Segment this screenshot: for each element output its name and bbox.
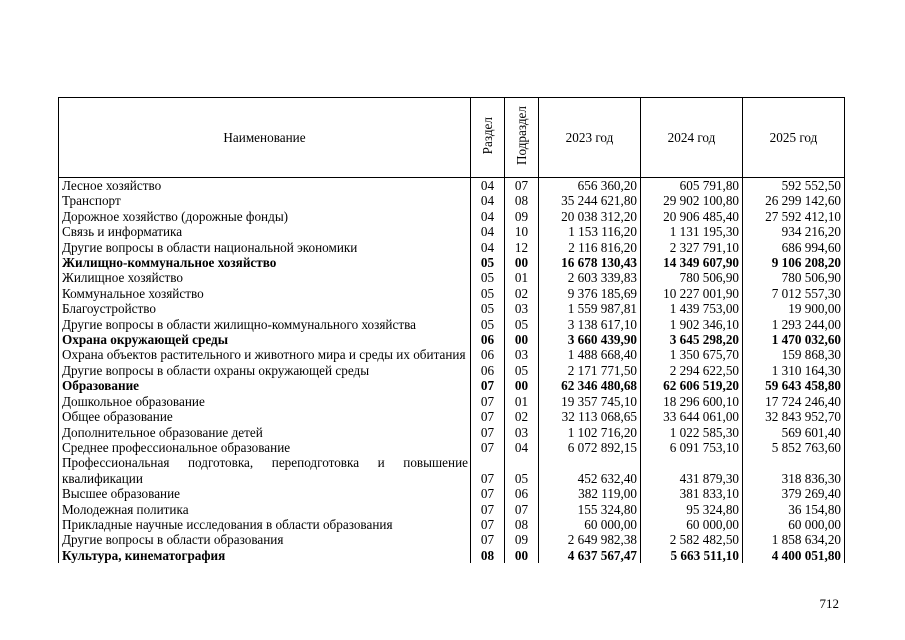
row-value-2024: 1 350 675,70 (641, 347, 743, 362)
row-section: 05 (471, 301, 505, 316)
row-name: Связь и информатика (59, 224, 471, 239)
row-value-2024: 20 906 485,40 (641, 209, 743, 224)
row-section: 04 (471, 178, 505, 194)
row-value-2023: 2 116 816,20 (539, 240, 641, 255)
row-value-2023: 4 637 567,47 (539, 548, 641, 563)
row-value-2023: 9 376 185,69 (539, 286, 641, 301)
row-subsection: 01 (505, 270, 539, 285)
row-value-2024: 431 879,30 (641, 455, 743, 486)
row-name: Профессиональная подготовка, переподготовка и повышение квалификации (59, 455, 471, 486)
row-subsection: 00 (505, 378, 539, 393)
row-subsection: 05 (505, 455, 539, 486)
table-header (59, 98, 845, 178)
row-value-2025: 379 269,40 (743, 486, 845, 501)
table-row (59, 347, 845, 362)
row-value-2023: 62 346 480,68 (539, 378, 641, 393)
table-row (59, 209, 845, 224)
table-row (59, 502, 845, 517)
row-subsection: 03 (505, 301, 539, 316)
header-section-label: Раздел (479, 117, 495, 155)
row-value-2025: 1 293 244,00 (743, 317, 845, 332)
table-row (59, 409, 845, 424)
table-row (59, 270, 845, 285)
row-name: Другие вопросы в области национальной экономики (59, 240, 471, 255)
row-value-2024: 2 582 482,50 (641, 532, 743, 547)
row-subsection: 06 (505, 486, 539, 501)
row-value-2024: 780 506,90 (641, 270, 743, 285)
row-value-2025: 36 154,80 (743, 502, 845, 517)
row-value-2024: 29 902 100,80 (641, 193, 743, 208)
budget-table-container (58, 97, 844, 563)
row-section: 07 (471, 532, 505, 547)
row-value-2024: 1 131 195,30 (641, 224, 743, 239)
row-section: 05 (471, 317, 505, 332)
budget-table (58, 97, 845, 563)
row-value-2024: 2 294 622,50 (641, 363, 743, 378)
row-value-2023: 32 113 068,65 (539, 409, 641, 424)
row-value-2023: 19 357 745,10 (539, 394, 641, 409)
row-value-2024: 6 091 753,10 (641, 440, 743, 455)
row-value-2024: 18 296 600,10 (641, 394, 743, 409)
header-subsection (505, 98, 539, 178)
row-subsection: 08 (505, 517, 539, 532)
row-subsection: 07 (505, 178, 539, 194)
row-section: 05 (471, 255, 505, 270)
row-value-2025: 9 106 208,20 (743, 255, 845, 270)
row-value-2023: 1 488 668,40 (539, 347, 641, 362)
row-value-2023: 1 559 987,81 (539, 301, 641, 316)
row-value-2024: 33 644 061,00 (641, 409, 743, 424)
row-value-2024: 1 022 585,30 (641, 425, 743, 440)
table-row (59, 301, 845, 316)
row-value-2023: 452 632,40 (539, 455, 641, 486)
row-section: 04 (471, 224, 505, 239)
header-year-2023: 2023 год (539, 98, 641, 178)
row-value-2023: 60 000,00 (539, 517, 641, 532)
row-value-2023: 20 038 312,20 (539, 209, 641, 224)
row-value-2024: 5 663 511,10 (641, 548, 743, 563)
page-number: 712 (819, 596, 839, 611)
row-section: 07 (471, 425, 505, 440)
row-value-2024: 14 349 607,90 (641, 255, 743, 270)
header-year-2024: 2024 год (641, 98, 743, 178)
row-value-2023: 2 171 771,50 (539, 363, 641, 378)
row-section: 07 (471, 409, 505, 424)
row-value-2025: 32 843 952,70 (743, 409, 845, 424)
row-subsection: 00 (505, 548, 539, 563)
table-row (59, 394, 845, 409)
row-subsection: 03 (505, 347, 539, 362)
row-value-2024: 605 791,80 (641, 178, 743, 194)
row-value-2023: 382 119,00 (539, 486, 641, 501)
row-subsection: 12 (505, 240, 539, 255)
row-value-2023: 35 244 621,80 (539, 193, 641, 208)
row-value-2023: 1 102 716,20 (539, 425, 641, 440)
row-value-2025: 5 852 763,60 (743, 440, 845, 455)
header-name: Наименование (59, 98, 471, 178)
row-subsection: 05 (505, 363, 539, 378)
row-subsection: 00 (505, 332, 539, 347)
row-value-2023: 155 324,80 (539, 502, 641, 517)
row-value-2025: 60 000,00 (743, 517, 845, 532)
row-value-2025: 59 643 458,80 (743, 378, 845, 393)
row-value-2025: 592 552,50 (743, 178, 845, 194)
row-name: Среднее профессиональное образование (59, 440, 471, 455)
row-section: 04 (471, 240, 505, 255)
row-name: Дополнительное образование детей (59, 425, 471, 440)
row-subsection: 02 (505, 409, 539, 424)
row-name: Другие вопросы в области охраны окружающей среды (59, 363, 471, 378)
row-section: 06 (471, 363, 505, 378)
row-section: 07 (471, 517, 505, 532)
table-row (59, 532, 845, 547)
row-value-2025: 159 868,30 (743, 347, 845, 362)
row-name: Молодежная политика (59, 502, 471, 517)
row-section: 06 (471, 332, 505, 347)
table-row (59, 425, 845, 440)
row-name: Коммунальное хозяйство (59, 286, 471, 301)
row-name: Жилищное хозяйство (59, 270, 471, 285)
row-subsection: 08 (505, 193, 539, 208)
row-section: 05 (471, 270, 505, 285)
row-value-2025: 27 592 412,10 (743, 209, 845, 224)
row-value-2023: 1 153 116,20 (539, 224, 641, 239)
table-row (59, 286, 845, 301)
row-name: Благоустройство (59, 301, 471, 316)
row-value-2023: 16 678 130,43 (539, 255, 641, 270)
row-value-2025: 780 506,90 (743, 270, 845, 285)
header-year-2025: 2025 год (743, 98, 845, 178)
row-value-2024: 3 645 298,20 (641, 332, 743, 347)
row-value-2025: 686 994,60 (743, 240, 845, 255)
table-body (59, 178, 845, 564)
row-value-2025: 4 400 051,80 (743, 548, 845, 563)
header-section (471, 98, 505, 178)
table-row (59, 440, 845, 455)
row-value-2024: 60 000,00 (641, 517, 743, 532)
table-row (59, 486, 845, 501)
row-section: 05 (471, 286, 505, 301)
row-section: 04 (471, 209, 505, 224)
header-subsection-label: Подраздел (513, 106, 529, 166)
row-name: Другие вопросы в области образования (59, 532, 471, 547)
table-row (59, 455, 845, 486)
table-row (59, 240, 845, 255)
row-subsection: 05 (505, 317, 539, 332)
row-name: Дошкольное образование (59, 394, 471, 409)
row-subsection: 07 (505, 502, 539, 517)
row-value-2023: 2 603 339,83 (539, 270, 641, 285)
row-section: 07 (471, 455, 505, 486)
row-name: Охрана окружающей среды (59, 332, 471, 347)
row-value-2024: 62 606 519,20 (641, 378, 743, 393)
row-value-2025: 26 299 142,60 (743, 193, 845, 208)
table-row (59, 317, 845, 332)
row-value-2025: 1 858 634,20 (743, 532, 845, 547)
row-name: Образование (59, 378, 471, 393)
table-row (59, 193, 845, 208)
row-subsection: 09 (505, 532, 539, 547)
row-section: 07 (471, 394, 505, 409)
row-subsection: 02 (505, 286, 539, 301)
header-row (59, 98, 845, 178)
table-row-section-total (59, 332, 845, 347)
row-name: Жилищно-коммунальное хозяйство (59, 255, 471, 270)
row-value-2025: 1 470 032,60 (743, 332, 845, 347)
table-row (59, 363, 845, 378)
row-section: 04 (471, 193, 505, 208)
table-row-section-total (59, 378, 845, 393)
row-value-2025: 7 012 557,30 (743, 286, 845, 301)
row-value-2023: 6 072 892,15 (539, 440, 641, 455)
row-subsection: 03 (505, 425, 539, 440)
row-value-2024: 381 833,10 (641, 486, 743, 501)
row-value-2025: 19 900,00 (743, 301, 845, 316)
row-name: Лесное хозяйство (59, 178, 471, 194)
row-name: Другие вопросы в области жилищно-коммунального хозяйства (59, 317, 471, 332)
row-value-2024: 1 902 346,10 (641, 317, 743, 332)
row-value-2024: 1 439 753,00 (641, 301, 743, 316)
row-value-2023: 656 360,20 (539, 178, 641, 194)
row-value-2024: 10 227 001,90 (641, 286, 743, 301)
row-subsection: 04 (505, 440, 539, 455)
table-row-section-total (59, 255, 845, 270)
row-name: Дорожное хозяйство (дорожные фонды) (59, 209, 471, 224)
row-value-2025: 17 724 246,40 (743, 394, 845, 409)
row-section: 07 (471, 486, 505, 501)
table-row-section-total (59, 548, 845, 563)
row-value-2024: 2 327 791,10 (641, 240, 743, 255)
row-value-2023: 2 649 982,38 (539, 532, 641, 547)
row-value-2025: 1 310 164,30 (743, 363, 845, 378)
row-section: 07 (471, 440, 505, 455)
table-row (59, 224, 845, 239)
row-subsection: 09 (505, 209, 539, 224)
row-section: 08 (471, 548, 505, 563)
table-row (59, 517, 845, 532)
row-name: Прикладные научные исследования в области образования (59, 517, 471, 532)
row-value-2024: 95 324,80 (641, 502, 743, 517)
row-name: Общее образование (59, 409, 471, 424)
row-subsection: 00 (505, 255, 539, 270)
row-value-2023: 3 138 617,10 (539, 317, 641, 332)
row-subsection: 01 (505, 394, 539, 409)
row-name: Транспорт (59, 193, 471, 208)
row-value-2023: 3 660 439,90 (539, 332, 641, 347)
row-name: Высшее образование (59, 486, 471, 501)
row-name: Охрана объектов растительного и животного мира и среды их обитания (59, 347, 471, 362)
table-row (59, 178, 845, 194)
row-section: 07 (471, 502, 505, 517)
row-value-2025: 318 836,30 (743, 455, 845, 486)
row-value-2025: 934 216,20 (743, 224, 845, 239)
row-subsection: 10 (505, 224, 539, 239)
row-section: 06 (471, 347, 505, 362)
row-section: 07 (471, 378, 505, 393)
row-value-2025: 569 601,40 (743, 425, 845, 440)
row-name: Культура, кинематография (59, 548, 471, 563)
